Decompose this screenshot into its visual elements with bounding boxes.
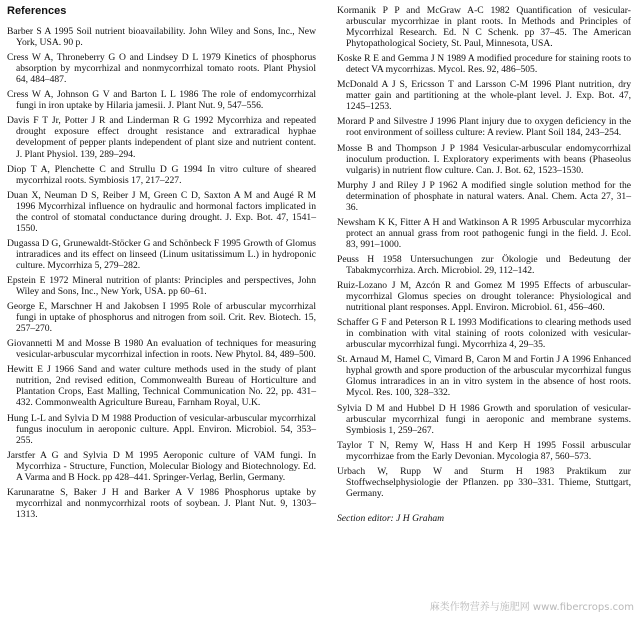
reference-entry: Sylvia D M and Hubbel D H 1986 Growth and sporulation of vesicular-arbuscular mycorrhizal fungi in aeroponic and membrane systems. Symbiosis 1, 259–267. (337, 402, 631, 436)
reference-entry: Ruiz-Lozano J M, Azcón R and Gomez M 1995 Effects of arbuscular-mycorrhizal Glomus species on drought tolerance: Physiological and nutritional plant responses. Appl. Environ. Microbiol. 61, 456–460. (337, 280, 631, 314)
watermark: 麻类作物营养与施肥网 www.fibercrops.com (429, 602, 634, 613)
reference-entry: Murphy J and Riley J P 1962 A modified single solution method for the determination of phosphate in natural waters. Anal. Chem. Acta 27, 31–36. (337, 179, 631, 213)
references-heading: References (7, 5, 67, 17)
reference-entry: Newsham K K, Fitter A H and Watkinson A R 1995 Arbuscular mycorrhiza protect an annual grass from root pathogenic fungi in the field. J. Ecol. 83, 991–1000. (337, 216, 631, 250)
reference-entry: McDonald A J S, Ericsson T and Larsson C-M 1996 Plant nutrition, dry matter gain and partitioning at the whole-plant level. J. Exp. Bot. 47, 1245–1253. (337, 79, 631, 113)
reference-entry: Cress W A, Johnson G V and Barton L L 1986 The role of endomycorrhizal fungi in iron uptake by Hilaria jamesii. J. Plant Nut. 9, 547–556. (7, 89, 316, 112)
reference-entry: Barber S A 1995 Soil nutrient bioavailability. John Wiley and Sons, Inc., New York, USA. 90 p. (7, 26, 316, 49)
right-column (337, 0, 631, 524)
reference-entry: Dugassa D G, Grunewaldt-Stöcker G and Schönbeck F 1995 Growth of Glomus intraradices and its effect on linseed (Linum usitatissimum L.) in hydroponic culture. Mycorrhiza 5, 279–282. (7, 237, 316, 271)
reference-entry: Hewitt E J 1966 Sand and water culture methods used in the study of plant nutrition, 2nd revised edition, Commonwealth Bureau of Horticulture and Plantation Crops, East Malling, Technical Communication No. 22, pp. 431–432. Commonwealth Agriculture Bureau, Farnham Royal, U.K. (7, 364, 316, 409)
reference-entry: Karunaratne S, Baker J H and Barker A V 1986 Phosphorus uptake by mycorrhizal and nonmycorrhizal roots of soybean. J. Plant Nut. 9, 1303–1313. (7, 486, 316, 520)
reference-entry: Diop T A, Plenchette C and Strullu D G 1994 In vitro culture of sheared mycorrhizal roots. Symbiosis 17, 217–227. (7, 163, 316, 186)
reference-entry: George E, Marschner H and Jakobsen I 1995 Role of arbuscular mycorrhizal fungi in uptake of phosphorus and nitrogen from soil. Crit. Rev. Biotech. 15, 257–270. (7, 301, 316, 335)
reference-entry: Schaffer G F and Peterson R L 1993 Modifications to clearing methods used in combination with vital staining of roots colonized with vesicular-arbuscular mycorrhizal fungi. Mycorrhiza 4, 29–35. (337, 317, 631, 351)
reference-entry: Koske R E and Gemma J N 1989 A modified procedure for staining roots to detect VA mycorrhizas. Mycol. Res. 92, 486–505. (337, 53, 631, 76)
reference-entry: Giovannetti M and Mosse B 1980 An evaluation of techniques for measuring vesicular-arbuscular mycorrhizal infection in roots. New Phytol. 84, 489–500. (7, 338, 316, 361)
reference-entry: Cress W A, Throneberry G O and Lindsey D L 1979 Kinetics of phosphorus absorption by mycorrhizal and nonmycorrhizal tomato roots. Plant Physiol 64, 484–487. (7, 52, 316, 86)
reference-entry: Duan X, Neuman D S, Reiber J M, Green C D, Saxton A M and Augé R M 1996 Mycorrhizal influence on hydraulic and hormonal factors implicated in the control of stomatal conductance during drought. J. Exp. Bot. 47, 1541–1550. (7, 189, 316, 234)
reference-entry: Urbach W, Rupp W and Sturm H 1983 Praktikum zur Stoffwechselphysiologie der Pflanzen. pp 330–331. Thieme, Stuttgart, Germany. (337, 465, 631, 499)
reference-entry: Davis F T Jr, Potter J R and Linderman R G 1992 Mycorrhiza and repeated drought exposure effect drought resistance and extraradical hyphae development of pepper plants independent of plant size and nutrient content. J. Plant Physiol. 139, 289–294. (7, 115, 316, 160)
right-reference-list (337, 5, 631, 499)
reference-entry: Jarstfer A G and Sylvia D M 1995 Aeroponic culture of VAM fungi. In Mycorrhiza - Structure, Function, Molecular Biology and Biotechnology. Ed. A Varma and B Hock. pp 428–441. Springer-Verlag, Berlin, Germany. (7, 449, 316, 483)
reference-entry: Taylor T N, Remy W, Hass H and Kerp H 1995 Fossil arbuscular mycorrhizae from the Early Devonian. Mycologia 87, 560–573. (337, 439, 631, 462)
reference-entry: Mosse B and Thompson J P 1984 Vesicular-arbuscular endomycorrhizal inoculum production. I. Exploratory experiments with beans (Phaseolus vulgaris) in nutrient flow culture. Can. J. Bot. 62, 1523–1530. (337, 142, 631, 176)
reference-entry: Hung L-L and Sylvia D M 1988 Production of vesicular-arbuscular mycorrhizal fungus inoculum in aeroponic culture. Appl. Environ. Microbiol. 54, 353–255. (7, 412, 316, 446)
left-column (7, 0, 316, 524)
left-reference-list (7, 26, 316, 520)
section-editor: Section editor: J H Graham (337, 512, 445, 524)
reference-entry: St. Arnaud M, Hamel C, Vimard B, Caron M and Fortin J A 1996 Enhanced hyphal growth and spore production of the arbuscular mycorrhizal fungus Glomus intraradices in an in vitro system in the absence of host roots. Mycol. Res. 100, 328–332. (337, 354, 631, 399)
reference-entry: Epstein E 1972 Mineral nutrition of plants: Principles and perspectives, John Wiley and Sons, Inc., New York, USA. pp 60–61. (7, 274, 316, 298)
reference-entry: Peuss H 1958 Untersuchungen zur Ökologie und Bedeutung der Tabakmycorrhiza. Arch. Microbiol. 29, 112–142. (337, 253, 631, 276)
reference-entry: Morard P and Silvestre J 1996 Plant injury due to oxygen deficiency in the root environment of soilless culture: A review. Plant Soil 184, 243–254. (337, 116, 631, 139)
reference-entry: Kormanik P P and McGraw A-C 1982 Quantification of vesicular-arbuscular mycorrhizae in plant roots. In Methods and Principles of Mycorrhizal Research. Ed. N C Schenk. pp 37–45. The American Phytopathological Society, St. Paul, Minnesota, USA. (337, 5, 631, 50)
